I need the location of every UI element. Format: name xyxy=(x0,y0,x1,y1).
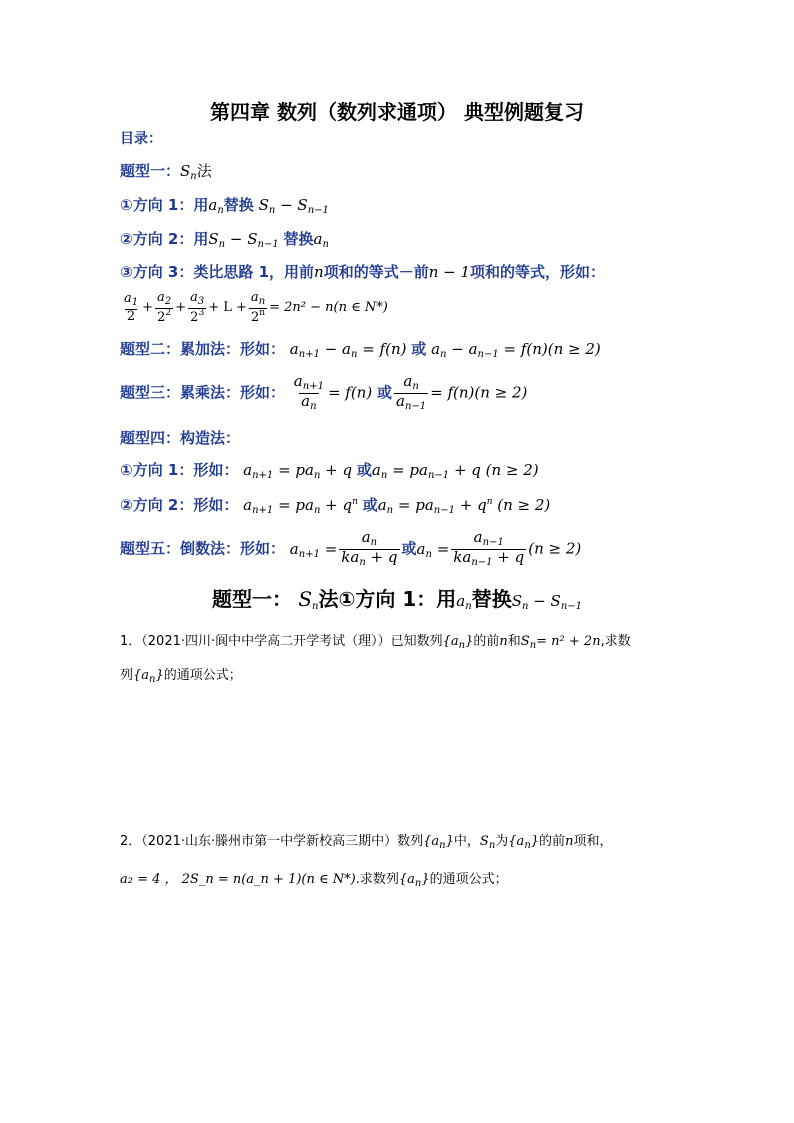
d3-rhs: = 2n² − n(n ∈ N*) xyxy=(269,300,388,316)
frac-a1: $\frac{a_1}{2}$ xyxy=(124,291,139,324)
a-n-symbol: $a_n$ xyxy=(208,196,224,216)
t4d1-formula2: $a_n = pa_{n-1} + q$ (n ≥ 2) xyxy=(371,461,539,481)
type2-label: 题型二：累加法：形如： xyxy=(120,340,286,358)
problem-2-line2: a₂ = 4 ， 2S_n = n(a_n + 1)(n ∈ N*).求数列$\{a_n\}$的通项公式； xyxy=(120,872,508,889)
or-text: 或 xyxy=(376,383,392,402)
toc-label: 目录： xyxy=(120,131,162,147)
seq-an: $\{a_n\}$ xyxy=(508,834,540,851)
type1-method: 法 xyxy=(196,162,212,180)
problem-1-line2: 列$\{a_n\}$的通项公式； xyxy=(120,668,242,685)
n-minus-1-symbol: n − 1 xyxy=(428,263,471,281)
toc-type1 xyxy=(120,160,212,182)
d1-label: ①方向 1：用 xyxy=(120,196,209,214)
toc-direction2 xyxy=(120,228,329,250)
frac-an1-an: $\frac{a_{n+1}}{a_n}$ xyxy=(293,372,324,412)
d2-mid: 替换 xyxy=(283,230,314,248)
d1-mid: 替换 xyxy=(223,196,254,214)
toc-type2 xyxy=(120,338,601,360)
t4d1-formula1: $a_{n+1} = pa_n + q$ xyxy=(243,461,353,481)
s-symbol: $S_n$ xyxy=(479,834,496,851)
section-mid: 替换 xyxy=(471,587,512,611)
s-diff-formula: $S_n - S_{n-1}$ xyxy=(511,592,583,612)
toc-type5 xyxy=(120,530,581,568)
d3-formula: $\frac{a_1}{2}$ + $\frac{a_2}{2^2}$ + $\frac{a_3}{2^3}$ + L + $\frac{a_n}{2^n}$ = 2n² − n(n ∈ N*) xyxy=(124,290,388,325)
problem-1 xyxy=(120,627,680,695)
type2-formula1: $a_{n+1} - a_n = f(n)$ xyxy=(289,340,407,360)
type5-label: 题型五：倒数法：形如： xyxy=(120,539,286,558)
type5-lhs1: $a_{n+1}$ = xyxy=(289,539,338,560)
problem1-formula: $S_n= n^2 + 2n$ xyxy=(520,634,601,651)
section-heading xyxy=(0,583,794,612)
n-symbol: n xyxy=(565,834,574,849)
type3-formula2: = f(n)(n ≥ 2) xyxy=(430,383,528,402)
type5-tail: (n ≥ 2) xyxy=(528,539,582,558)
type2-formula2: $a_n - a_{n-1} = f(n)(n \ge 2)$ xyxy=(431,340,601,360)
s-diff-formula: $S_n - S_{n-1}$ xyxy=(253,196,329,216)
t4d2-formula2: $a_n = pa_{n-1} + q^n$ (n ≥ 2) xyxy=(377,496,551,516)
problem2-condition: a₂ = 4 ， 2S_n = n(a_n + 1)(n ∈ N*) xyxy=(120,872,356,887)
type1-label: 题型一： xyxy=(120,162,181,180)
section-prefix: 题型一： xyxy=(211,587,292,611)
d3-text1: 项和的等式－前 xyxy=(323,263,429,281)
type3-formula1: = f(n) xyxy=(327,383,373,402)
seq-an: $\{a_n\}$ xyxy=(442,634,474,651)
problem-2-line1: 2．（2021·山东·滕州市第一中学新校高三期中）数列$\{a_n\}$中，$S_n$为$\{a_n\}$的前n项和， xyxy=(120,834,613,851)
frac-a2: $\frac{a_2}{2^2}$ xyxy=(157,290,172,325)
t4d2-label: ②方向 2：形如： xyxy=(120,496,239,514)
toc-direction3 xyxy=(120,261,605,282)
d3-label: ③方向 3：类比思路 1，用前 xyxy=(120,263,315,281)
toc-type4: 题型四：构造法： xyxy=(120,429,241,447)
type5-frac1: $\frac{a_n}{ka_n + q}$ xyxy=(341,528,398,568)
problem-1-line1: 1．（2021·四川·阆中中学高二开学考试（理））已知数列$\{a_n\}$的前n和$S_n= n^2 + 2n$,求数 xyxy=(120,634,631,651)
type3-label: 题型三：累乘法：形如： xyxy=(120,383,286,402)
toc-direction1 xyxy=(120,194,329,216)
n-symbol: n xyxy=(499,634,508,649)
toc-type3 xyxy=(120,374,527,412)
or-text: 或 xyxy=(356,461,372,479)
frac-a3: $\frac{a_3}{2^3}$ xyxy=(190,290,205,325)
s-diff-formula: $S_n - S_{n-1}$ xyxy=(208,230,279,250)
toc-type4-direction1 xyxy=(120,459,539,481)
s-symbol: $S_n$ xyxy=(291,587,319,612)
d2-label: ②方向 2：用 xyxy=(120,230,209,248)
a-n-symbol: $a_n$ xyxy=(313,230,329,250)
t4d2-formula1: $a_{n+1} = pa_n + q^n$ xyxy=(243,496,358,516)
type5-frac2: $\frac{a_{n-1}}{ka_{n-1} + q}$ xyxy=(453,528,525,568)
or-text: 或 xyxy=(401,539,417,558)
seq-an: $\{a_n\}$ xyxy=(398,872,430,889)
frac-an: $\frac{a_n}{2^n}$ xyxy=(250,290,266,325)
s-symbol: $S_n$ xyxy=(180,162,197,182)
document-title: 第四章 数列（数列求通项） 典型例题复习 xyxy=(210,100,584,124)
seq-an: $\{a_n\}$ xyxy=(133,668,164,685)
ellipsis: + L + xyxy=(208,300,247,316)
toc-type4-direction2 xyxy=(120,494,550,516)
t4d1-label: ①方向 1：形如： xyxy=(120,461,239,479)
or-text: 或 xyxy=(362,496,378,514)
seq-an: $\{a_n\}$ xyxy=(423,834,454,851)
problem-2 xyxy=(120,827,680,899)
d3-text2: 项和的等式，形如： xyxy=(470,263,606,281)
n-symbol: n xyxy=(314,263,324,281)
frac-an-an1: $\frac{a_n}{a_{n-1}}$ xyxy=(396,372,427,412)
section-method: 法①方向 1：用 xyxy=(318,587,457,611)
type5-lhs2: $a_n$ = xyxy=(416,539,450,560)
or-text: 或 xyxy=(411,340,427,358)
a-n-symbol: $a_n$ xyxy=(456,592,472,612)
